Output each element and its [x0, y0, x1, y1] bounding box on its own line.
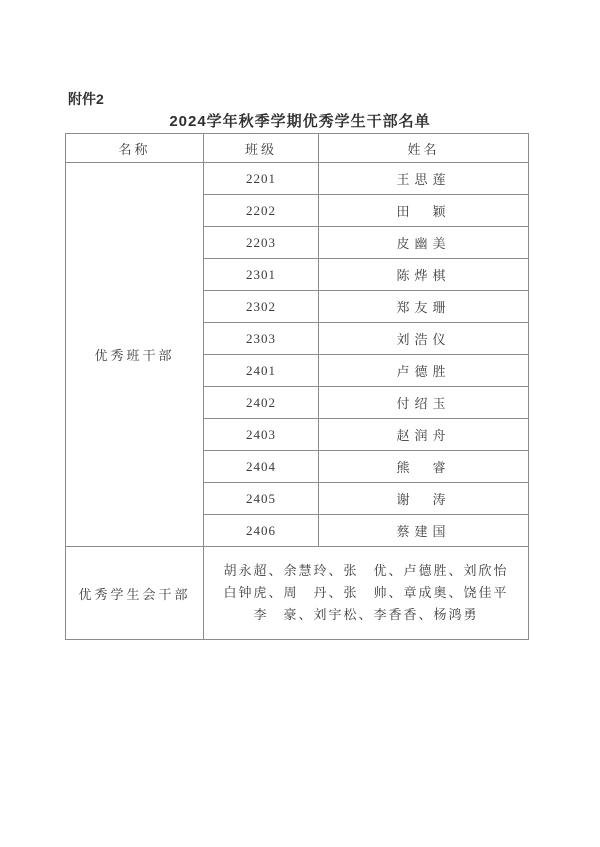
table-row [66, 163, 529, 195]
class-cell: 2202 [204, 195, 319, 227]
group-label-union-cadres: 优秀学生会干部 [66, 547, 204, 640]
name-cell: 皮幽美 [319, 227, 529, 259]
class-cell: 2404 [204, 451, 319, 483]
cadre-table [65, 133, 529, 640]
column-header-person-name: 姓名 [319, 134, 529, 163]
name-cell: 刘浩仪 [319, 323, 529, 355]
name-cell: 蔡建国 [319, 515, 529, 547]
class-cell: 2301 [204, 259, 319, 291]
union-names-line: 胡永超、余慧玲、张 优、卢德胜、刘欣怡 [223, 563, 509, 578]
union-names-line: 白钟虎、周 丹、张 帅、章成奥、饶佳平 [223, 585, 509, 600]
column-header-class: 班级 [204, 134, 319, 163]
name-cell: 熊 睿 [319, 451, 529, 483]
name-cell: 卢德胜 [319, 355, 529, 387]
class-cell: 2405 [204, 483, 319, 515]
name-cell: 陈烨棋 [319, 259, 529, 291]
class-cell: 2302 [204, 291, 319, 323]
name-cell: 田 颖 [319, 195, 529, 227]
name-cell: 谢 涛 [319, 483, 529, 515]
union-cadre-row [66, 547, 529, 640]
class-cell: 2406 [204, 515, 319, 547]
class-cell: 2303 [204, 323, 319, 355]
page-title: 2024学年秋季学期优秀学生干部名单 [169, 113, 431, 130]
name-cell: 王思莲 [319, 163, 529, 195]
column-header-group-name: 名称 [66, 134, 204, 163]
class-cell: 2401 [204, 355, 319, 387]
group-label-class-cadres: 优秀班干部 [66, 163, 204, 547]
class-cell: 2203 [204, 227, 319, 259]
class-cell: 2402 [204, 387, 319, 419]
name-cell: 郑友珊 [319, 291, 529, 323]
class-cell: 2201 [204, 163, 319, 195]
attachment-label: 附件2 [68, 91, 104, 107]
table-header-row [66, 134, 529, 163]
name-cell: 付绍玉 [319, 387, 529, 419]
class-cell: 2403 [204, 419, 319, 451]
union-names-line: 李 豪、刘宇松、李香香、杨鸿勇 [253, 607, 479, 622]
name-cell: 赵润舟 [319, 419, 529, 451]
union-cadre-names-cell [204, 547, 529, 640]
